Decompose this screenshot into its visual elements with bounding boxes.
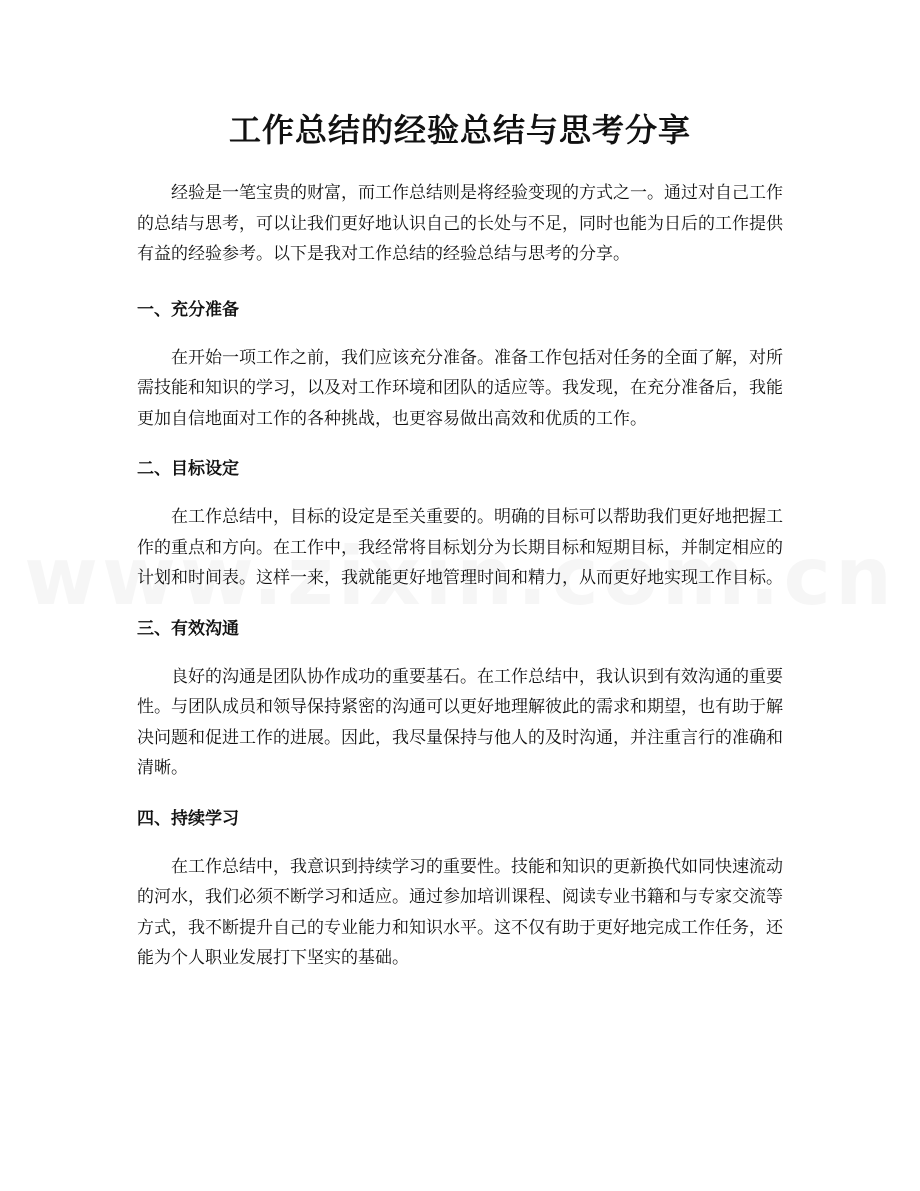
section-preparation (137, 297, 783, 435)
section-heading: 二、目标设定 (137, 459, 239, 479)
intro-paragraph: 经验是一笔宝贵的财富，而工作总结则是将经验变现的方式之一。通过对自己工作的总结与思考，可以让我们更好地认识自己的长处与不足，同时也能为日后的工作提供有益的经验参考。以下是我对工作总结的经验总结与思考的分享。 (137, 183, 783, 264)
section-heading: 一、充分准备 (137, 299, 239, 320)
section-continuous-learning (137, 806, 783, 974)
section-heading: 四、持续学习 (137, 808, 239, 829)
section-communication (137, 616, 783, 784)
section-body: 在工作总结中，目标的设定是至关重要的。明确的目标可以帮助我们更好地把握工作的重点和方向。在工作中，我经常将目标划分为长期目标和短期目标，并制定相应的计划和时间表。这样一来，我就能更好地管理时间和精力，从而更好地实现工作目标。 (137, 507, 783, 588)
section-heading: 三、有效沟通 (137, 618, 239, 639)
document-title: 工作总结的经验总结与思考分享 (228, 111, 691, 149)
section-body: 在开始一项工作之前，我们应该充分准备。准备工作包括对任务的全面了解，对所需技能和知识的学习，以及对工作环境和团队的适应等。我发现，在充分准备后，我能更加自信地面对工作的各种挑战，也更容易做出高效和优质的工作。 (137, 347, 783, 429)
section-body: 良好的沟通是团队协作成功的重要基石。在工作总结中，我认识到有效沟通的重要性。与团队成员和领导保持紧密的沟通可以更好地理解彼此的需求和期望，也有助于解决问题和促进工作的进展。因此，我尽量保持与他人的及时沟通，并注重言行的准确和清晰。 (137, 666, 783, 778)
section-body: 在工作总结中，我意识到持续学习的重要性。技能和知识的更新换代如同快速流动的河水，我们必须不断学习和适应。通过参加培训课程、阅读专业书籍和与专家交流等方式，我不断提升自己的专业能力和知识水平。这不仅有助于更好地完成工作任务，还能为个人职业发展打下坚实的基础。 (137, 856, 783, 968)
section-goal-setting (137, 456, 783, 594)
